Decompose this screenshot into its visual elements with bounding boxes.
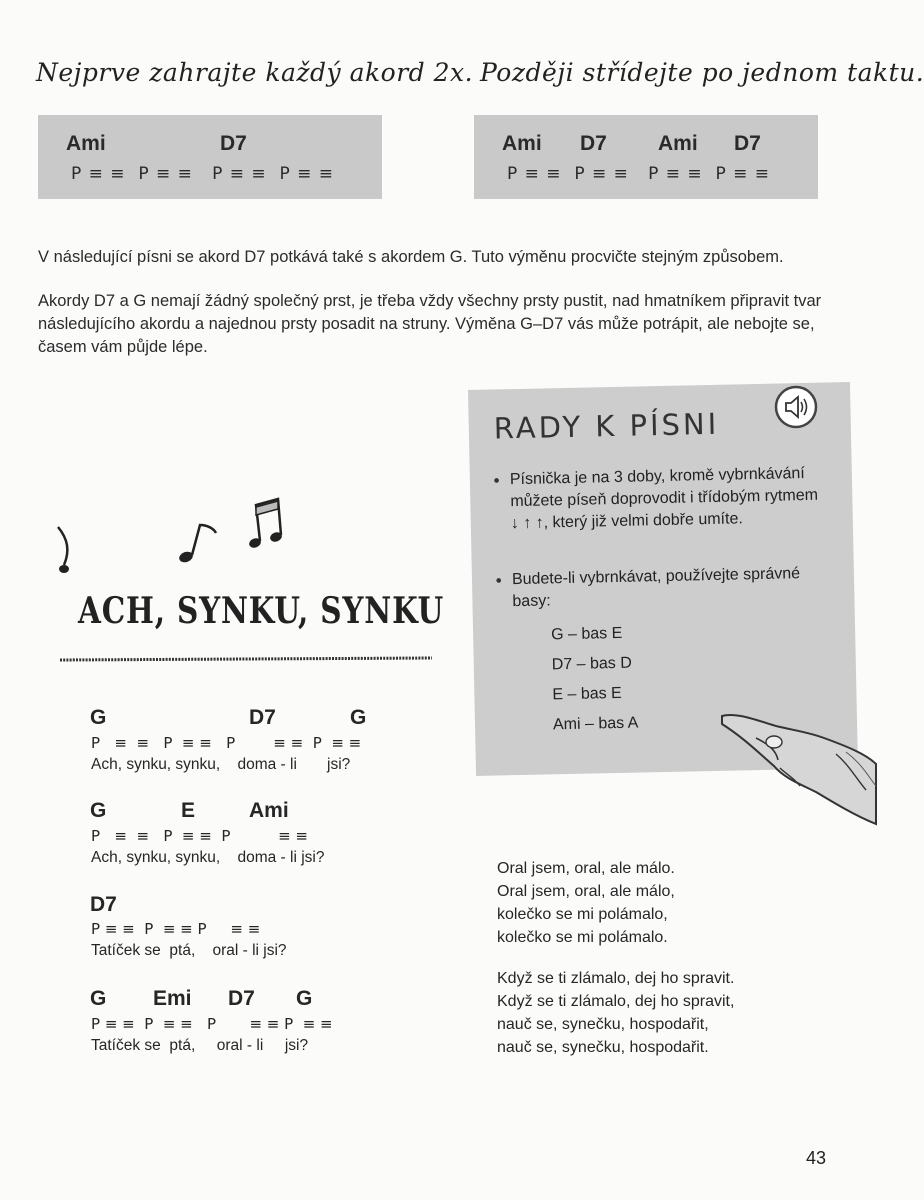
beat-pattern: P ≡ ≡ P ≡ ≡ P ≡ ≡	[91, 827, 308, 845]
chord-label: Emi	[153, 987, 192, 1010]
beat-pattern: P ≡ ≡ P ≡ ≡ P ≡ ≡	[91, 920, 261, 938]
lyrics-line: Ach, synku, synku, doma - li jsi?	[91, 756, 351, 773]
verse-line: kolečko se mi polámalo.	[497, 929, 668, 946]
tip-rhythm	[510, 462, 831, 535]
lyrics-line: Tatíček se ptá, oral - li jsi?	[91, 942, 287, 959]
verse-line: Oral jsem, oral, ale málo.	[497, 860, 675, 877]
bullet-icon: •	[493, 571, 504, 591]
page-number: 43	[806, 1148, 827, 1168]
tip-basses: Budete-li vybrnkávat, používejte správné basy:	[511, 565, 801, 611]
chord-label: E	[181, 799, 196, 822]
beat-pattern: P ≡ ≡ P ≡ ≡ P ≡ ≡ P ≡ ≡	[71, 164, 335, 184]
chord-label: Ami	[658, 132, 698, 155]
lyrics-line: Ach, synku, synku, doma - li jsi?	[91, 849, 325, 866]
tips-title: RADY K PÍSNI	[493, 406, 720, 446]
chord-label: G	[90, 706, 107, 729]
bass-item: Ami – bas A	[552, 714, 639, 734]
verse-line: kolečko se mi polámalo,	[497, 906, 668, 923]
bullet-icon: •	[491, 471, 502, 491]
pointing-hand-illustration	[716, 694, 876, 824]
intro-paragraph: V následující písni se akord D7 potkává také s akordem G. Tuto výměnu procvičte stejným způsobem.	[38, 248, 784, 266]
music-notes-decoration	[50, 495, 290, 585]
beat-pattern: P ≡ ≡ P ≡ ≡ P ≡ ≡ P ≡ ≡	[91, 1015, 333, 1033]
verse-block	[497, 857, 675, 949]
bass-item: G – bas E	[550, 624, 623, 644]
instruction-heading-left: Nejprve zahrajte každý akord 2x.	[36, 58, 474, 87]
chord-label: G	[350, 706, 367, 729]
beat-pattern: P ≡ ≡ P ≡ ≡ P ≡ ≡ P ≡ ≡	[507, 164, 771, 184]
verse-block	[497, 967, 734, 1059]
verse-line: Oral jsem, oral, ale málo,	[497, 883, 675, 900]
verse-line: nauč se, synečku, hospodařit,	[497, 1016, 709, 1033]
chord-exercise-box-right	[474, 115, 818, 199]
chord-label: D7	[220, 132, 247, 155]
verse-line: nauč se, synečku, hospodařit.	[497, 1039, 709, 1056]
verse-line: Když se ti zlámalo, dej ho spravit,	[497, 993, 735, 1010]
tip-rhythm-text-1: Písnička je na 3 doby, kromě vybrnkávání můžete píseň doprovodit i třídobým rytmem	[509, 465, 819, 511]
chord-label: D7	[580, 132, 607, 155]
song-title: ACH, SYNKU, SYNKU	[78, 590, 445, 632]
explanation-paragraph: Akordy D7 a G nemají žádný společný prst, je třeba vždy všechny prsty pustit, nad hmatníkem připravit tvar následujícího akordu a najednou prsty posadit na struny. Výměna G–D7 vás může potrápit, ale nebojte se, časem vám půjde lépe.	[38, 292, 822, 356]
chord-label: Ami	[66, 132, 106, 155]
chord-label: Ami	[249, 799, 289, 822]
bass-item: E – bas E	[552, 684, 622, 704]
title-underline	[60, 650, 432, 660]
rhythm-arrows-icon: ↓ ↑ ↑	[510, 514, 544, 533]
chord-label: G	[90, 987, 107, 1010]
chord-label: D7	[228, 987, 255, 1010]
bass-item: D7 – bas D	[551, 654, 632, 674]
chord-exercise-box-left	[38, 115, 382, 199]
chord-label: D7	[90, 893, 117, 916]
chord-label: G	[90, 799, 107, 822]
tip-rhythm-text-2: , který již velmi dobře umíte.	[543, 510, 743, 532]
speaker-audio-icon[interactable]	[773, 384, 819, 430]
instruction-heading-right: Později střídejte po jednom taktu.	[480, 58, 924, 87]
verse-line: Když se ti zlámalo, dej ho spravit.	[497, 970, 735, 987]
beat-pattern: P ≡ ≡ P ≡ ≡ P ≡ ≡ P ≡ ≡	[91, 734, 362, 752]
lyrics-line: Tatíček se ptá, oral - li jsi?	[91, 1037, 309, 1054]
chord-label: Ami	[502, 132, 542, 155]
chord-label: D7	[734, 132, 761, 155]
chord-label: G	[296, 987, 313, 1010]
chord-label: D7	[249, 706, 276, 729]
